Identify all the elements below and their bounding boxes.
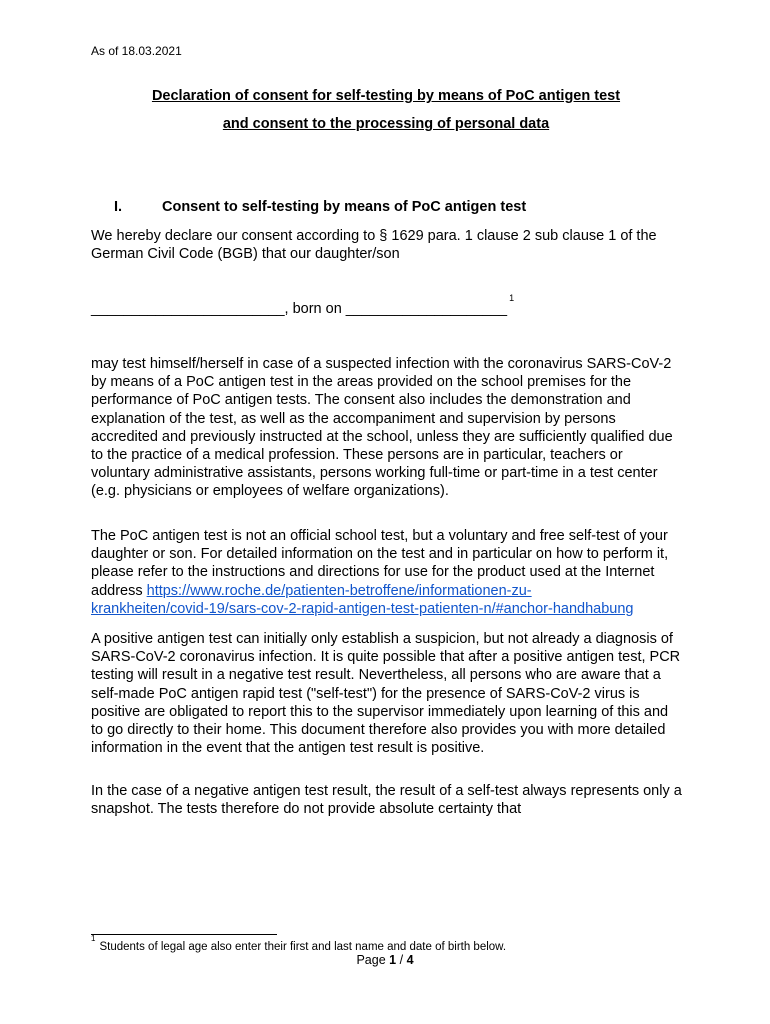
negative-result-paragraph: In the case of a negative antigen test result, the result of a self-test always represents only a snapshot. The tests therefore do not provide absolute certainty that <box>91 783 682 818</box>
test-info-paragraph <box>91 527 683 618</box>
section-title: Consent to self-testing by means of PoC antigen test <box>162 199 527 215</box>
page-number <box>0 953 770 967</box>
footnote-text: Students of legal age also enter their first and last name and date of birth below. <box>99 940 507 953</box>
page-current: 1 <box>389 953 397 967</box>
blank-fill-line: ________________________, born on ____________________ <box>91 300 508 317</box>
page-separator: / <box>399 953 404 967</box>
consent-intro-paragraph: We hereby declare our consent according to § 1629 para. 1 clause 2 sub clause 1 of the German Civil Code (BGB) that our daughter/son <box>91 228 657 263</box>
roche-instructions-link[interactable]: https://www.roche.de/patienten-betroffene/informationen-zu- krankheiten/covid-19/sars-cov-2-rapid-antigen-test-patienten-n/#anchor-handhabung <box>91 582 634 617</box>
footnote-reference: 1 <box>509 293 515 303</box>
document-date: As of 18.03.2021 <box>91 44 182 58</box>
child-name-birthdate-field <box>91 293 515 317</box>
section-number: I. <box>114 199 123 215</box>
consent-scope-paragraph: may test himself/herself in case of a suspected infection with the coronavirus SARS-CoV-2 by means of a PoC antigen test in the areas provided on the school premises for the performance of PoC antigen tests. The consent also includes the demonstration and explanation of the test, as well as the accompaniment and supervision by persons accredited and previously instructed at the school, unless they are sufficiently qualified due to the practice of a medical profession. These persons are in particular, teachers or voluntary administrative assistants, persons working full-time or part-time in a test center (e.g. physicians or employees of welfare organizations). <box>91 356 673 500</box>
footnote-divider <box>91 934 277 935</box>
footnote-number: 1 <box>91 934 96 943</box>
footnote <box>91 934 507 953</box>
page-label: Page <box>356 953 386 967</box>
test-info-text: The PoC antigen test is not an official school test, but a voluntary and free self-test of your daughter or son. For detailed information on the test and in particular on how to perform it, please refer to the instructions and directions for use for the product used at the Internet address <box>91 528 669 599</box>
page-total: 4 <box>406 953 414 967</box>
positive-result-paragraph: A positive antigen test can initially only establish a suspicion, but not already a diagnosis of SARS-CoV-2 coronavirus infection. It is quite possible that after a positive antigen test, PCR testing will result in a negative test result. Nevertheless, all persons who are aware that a self-made PoC antigen rapid test ("self-test") for the presence of SARS-CoV-2 virus is positive are obligated to report this to the supervisor immediately upon learning of this and to go directly to their home. This document therefore also provides you with more detailed information in the event that the antigen test result is positive. <box>91 631 681 757</box>
document-title-line-1: Declaration of consent for self-testing by means of PoC antigen test <box>151 88 621 104</box>
document-title-line-2: and consent to the processing of personal data <box>222 116 550 132</box>
section-heading <box>114 199 526 215</box>
